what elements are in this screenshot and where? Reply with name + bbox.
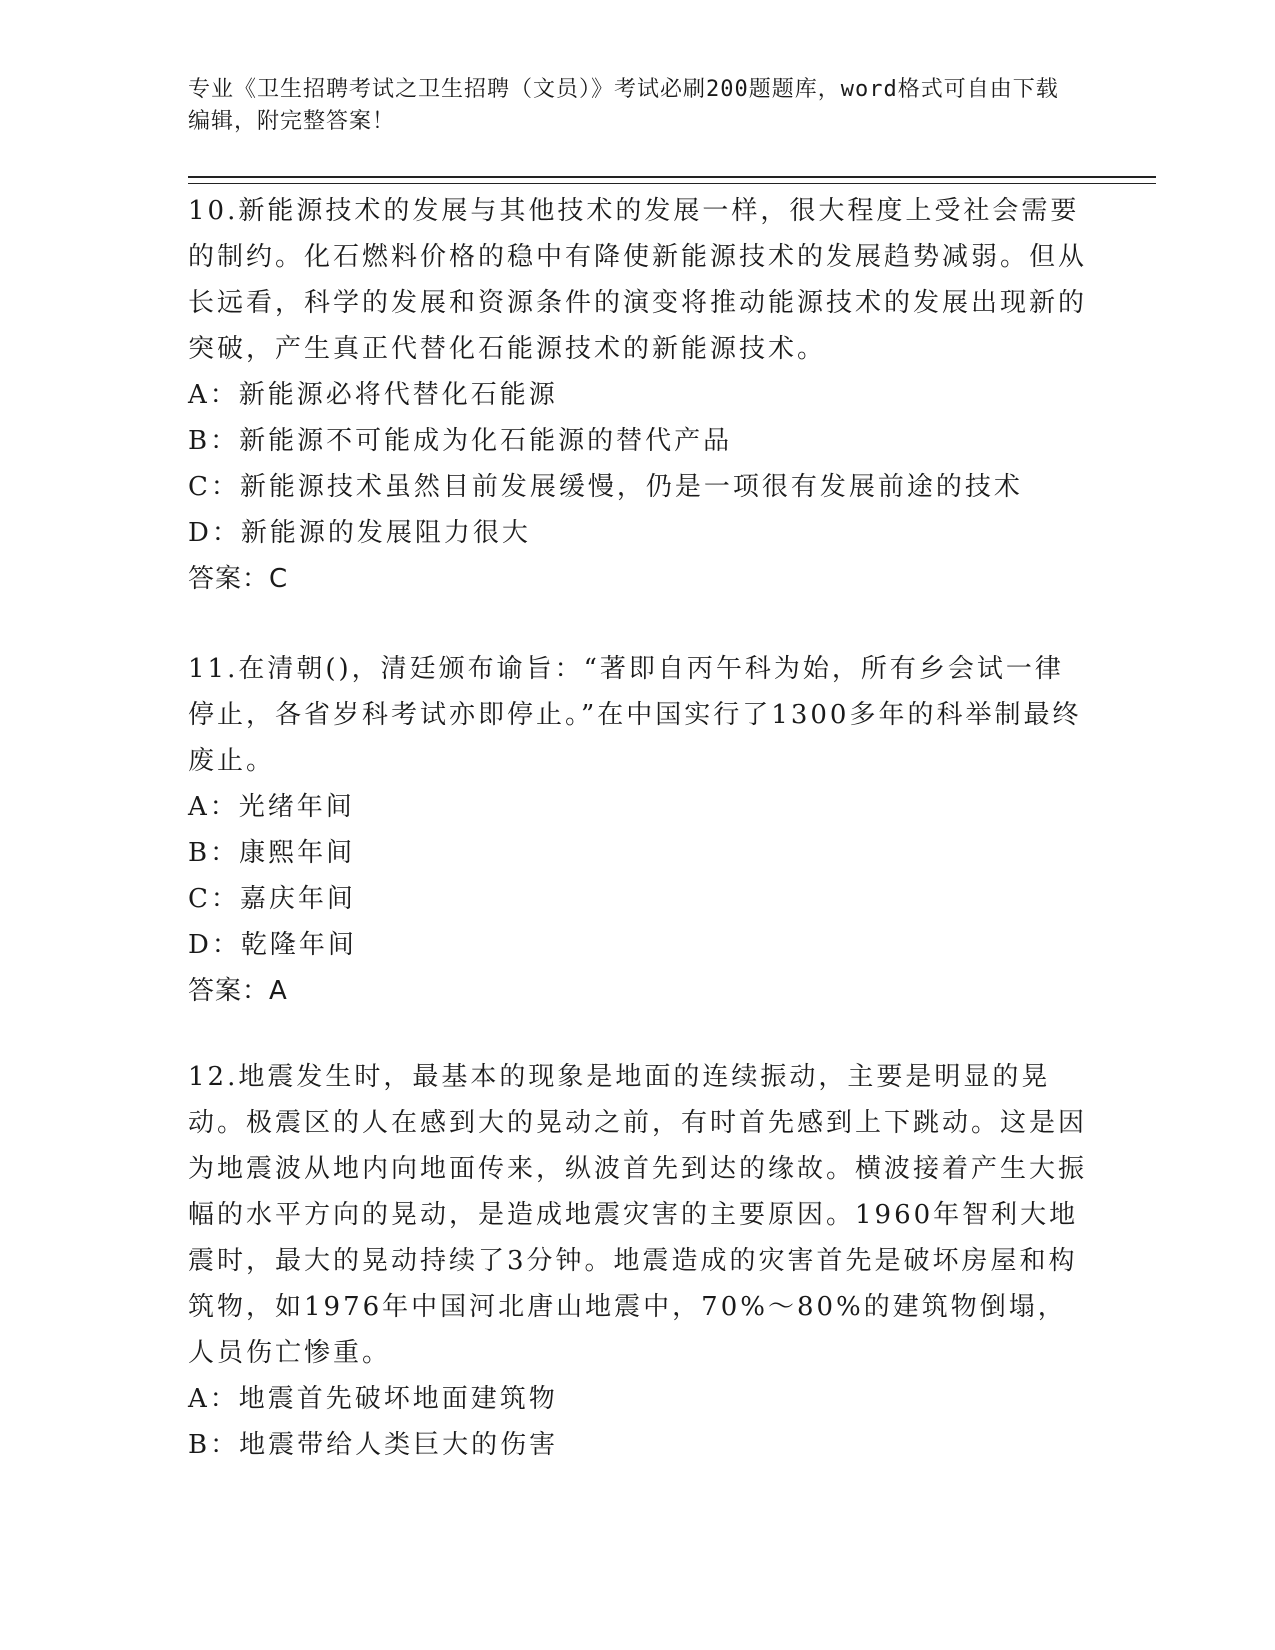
question-12 [188,1054,1088,1468]
question-stem: 10.新能源技术的发展与其他技术的发展一样，很大程度上受社会需要的制约。化石燃料价格的稳中有降使新能源技术的发展趋势减弱。但从长远看，科学的发展和资源条件的演变将推动能源技术的发展出现新的突破，产生真正代替化石能源技术的新能源技术。 [188,196,1088,364]
header-divider-thick [188,176,1156,178]
header-divider-thin [188,183,1156,184]
option-a: A：地震首先破坏地面建筑物 [188,1384,558,1414]
option-b: B：新能源不可能成为化石能源的替代产品 [188,426,733,456]
option-b: B：地震带给人类巨大的伤害 [188,1430,559,1460]
question-stem: 12.地震发生时，最基本的现象是地面的连续振动，主要是明显的晃动。极震区的人在感到大的晃动之前，有时首先感到上下跳动。这是因为地震波从地内向地面传来，纵波首先到达的缘故。横波接着产生大振幅的水平方向的晃动，是造成地震灾害的主要原因。1960年智利大地震时，最大的晃动持续了3分钟。地震造成的灾害首先是破坏房屋和构筑物，如1976年中国河北唐山地震中，70%～80%的建筑物倒塌，人员伤亡惨重。 [188,1062,1088,1368]
option-c: C：新能源技术虽然目前发展缓慢，仍是一项很有发展前途的技术 [188,472,1023,502]
question-11 [188,646,1088,1014]
option-d: D：乾隆年间 [188,930,357,960]
answer: 答案：C [188,564,289,594]
question-stem: 11.在清朝()，清廷颁布谕旨：“著即自丙午科为始，所有乡会试一律停止，各省岁科考试亦即停止。”在中国实行了1300多年的科举制最终废止。 [188,654,1082,776]
question-10 [188,188,1088,602]
document-header: 专业《卫生招聘考试之卫生招聘（文员）》考试必刷200题题库，word格式可自由下载编辑，附完整答案！ [188,77,1059,134]
option-a: A：新能源必将代替化石能源 [188,380,558,410]
option-b: B：康熙年间 [188,838,356,868]
option-c: C：嘉庆年间 [188,884,356,914]
answer: 答案：A [188,976,288,1006]
option-a: A：光绪年间 [188,792,355,822]
option-d: D：新能源的发展阻力很大 [188,518,531,548]
